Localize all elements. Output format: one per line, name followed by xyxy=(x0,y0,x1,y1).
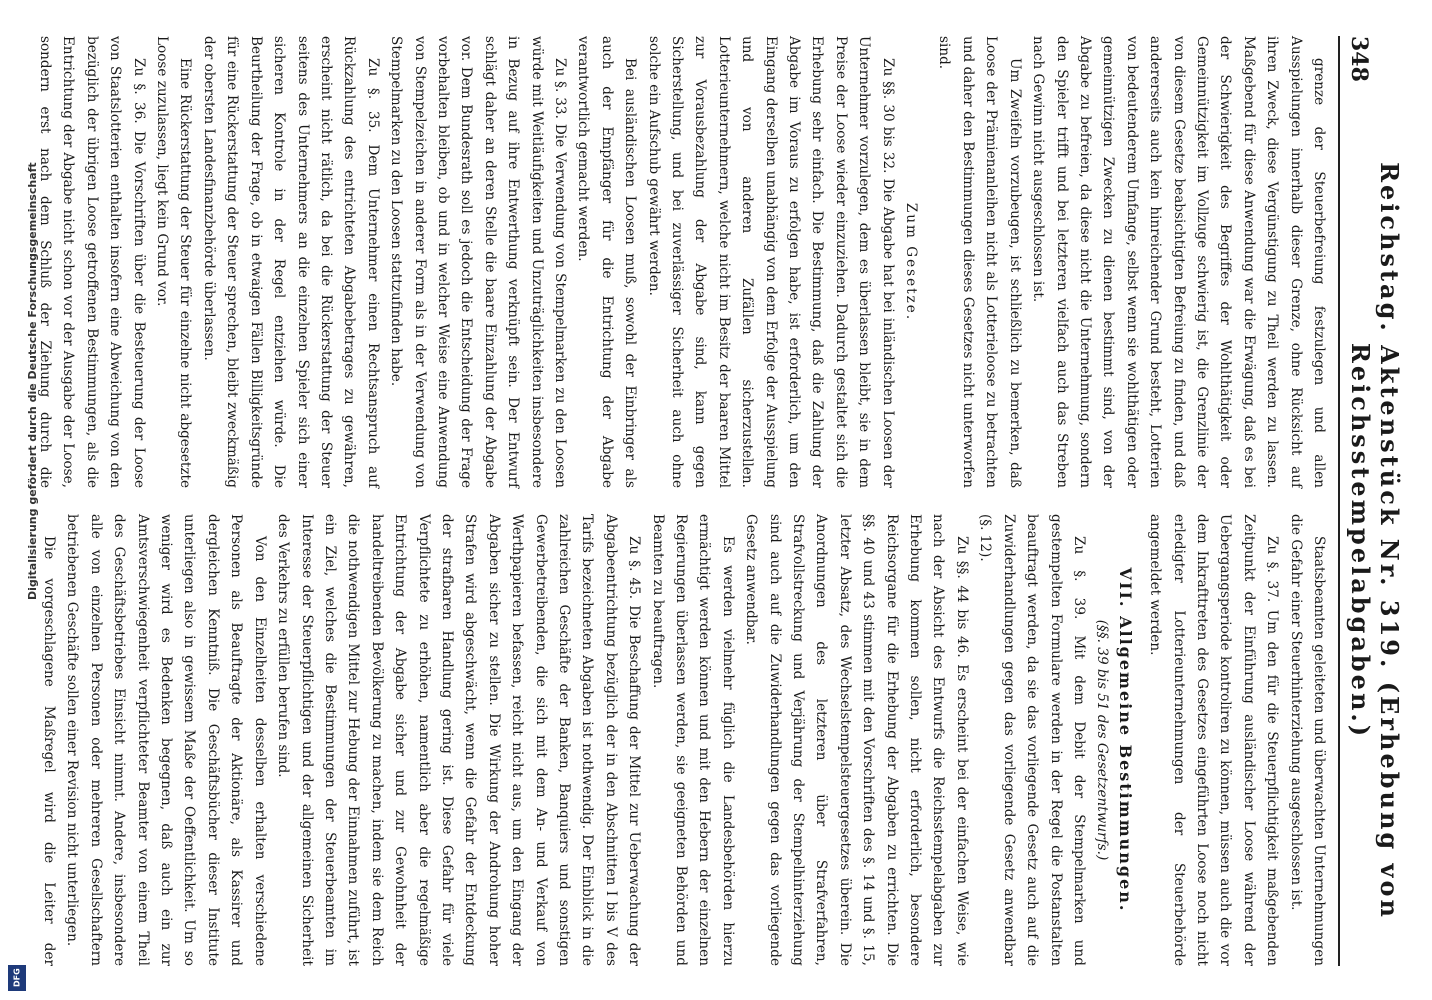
paragraph: Von den Einzelheiten desselben erhalten verschiedene Personen als Beauftragte der Aktionäre, als Kassirer und dergleichen Kenntniß. Die Geschäftsbücher dieser Institute unterliegen also in gewissem Maße der Oeffentlichkeit. Um so weniger wird es Bedenken begegnen, daß auch ein zur Amtsverschwiegenheit verpflichteter Beamter von einem Theil des Geschäftsbetriebes Einsicht nimmt. Andere, insbesondere alle von einzelnen Personen oder mehreren Gesellschaftern betriebenen Geschäfte sollen einer Revision nicht unterliegen. xyxy=(64,514,268,966)
text-columns xyxy=(30,36,1330,966)
paragraph: Zu §§. 44 bis 46. Es erscheint bei der einfachen Weise, wie nach der Absicht des Entwurfs die Reichsstempelabgaben zur Erhebung kommen sollen, nicht erforderlich, besondere Reichsorgane für die Erhebung der Abgaben zu errichten. Die §§. 40 und 43 stimmen mit den Vorschriften des §. 14 und §. 15, letzter Absatz, des Wechselstempelsteuergesetzes überein. Die Anordnungen des letzteren über Strafverfahren, Strafvollstreckung und Verjährung der Stempelhinterziehung sind auch auf die Zuwiderhandlungen gegen das vorliegende Gesetz anwendbar. xyxy=(743,514,970,966)
digitization-note: Digitalisierung gefördert durch die Deutsche Forschungsgemeinschaft xyxy=(26,162,39,600)
column-left xyxy=(30,36,1330,488)
page-number: 348 xyxy=(1346,36,1372,82)
footer-strip xyxy=(0,0,39,1000)
section-heading: VII. Allgemeine Bestimmungen. xyxy=(1115,567,1135,913)
paragraph: Staatsbeamten geleiteten und überwachten Unternehmungen die Gefahr einer Steuerhinterziehung ausgeschlossen ist. xyxy=(1287,514,1327,966)
paragraph: Zu §. 33. Die Verwendung von Stempelmarken zu den Loosen würde mit Weitläufigkeiten und Unzuträglichkeiten insbesondere in Bezug auf ihre Entwerthung verknüpft sein. Der Entwurf schlägt daher an deren Stelle die baare Einzahlung der Abgabe vor. Dem Bundesrath soll es jedoch die Entscheidung der Frage vorbehalten bleiben, ob und in welcher Weise eine Anwendung von Stempelzeichen in anderer Form als in der Verwendung von Stempelmarken zu den Loosen stattzufinden habe. xyxy=(388,36,568,488)
paragraph: Zu §. 36. Die Vorschriften über die Besteuerung der Loose von Staatslotterien enthalten insofern eine Abweichung von den bezüglich der übrigen Loose getroffenen Bestimmungen, als die Entrichtung der Abgabe nicht schon vor der Ausgabe der Loose, sondern erst nach dem Schluß der Ziehung durch die xyxy=(37,36,147,488)
paragraph: Zu §. 35. Dem Unternehmer einen Rechtsanspruch auf Rückzahlung des entrichteten Abgabebetrages zu gewähren, erscheint nicht rätlich, da bei die Rückerstattung der Steuer seitens des Unternehmers an die einzelnen Spieler sich einer sicheren Kontrole in der Regel entziehen würde. Die Beurtheilung der Frage, ob in etwaigen Fällen Billigkeitsgründe für eine Rückerstattung der Steuer sprechen, bleibt zweckmäßig der obersten Landesfinanzbehörde überlassen. xyxy=(200,36,381,488)
paragraph: grenze der Steuerbefreiung festzulegen und allen Ausspielungen innerhalb dieser Grenze, ohne Rücksicht auf ihren Zweck, diese Vergünstigung zu Theil werden zu lassen. Maßgebend für diese Anwendung war die Erwägung, daß es bei der Schwierigkeit des Begriffes der Wohlthätigkeit oder Gemeinnützigkeit im Vollzuge schwierig ist, die Grenzlinie der von diesem Gesetze beabsichtigten Befreiung zu finden, und daß andererseits auch kein hinreichender Grund besteht, Lotterien von bedeutenderem Umfange, selbst wenn sie wohlthätigen oder gemeinnützigen Zwecken zu dienen bestimmt sind, von der Abgabe zu befreien, da diese nicht die Unternehmung, sondern den Spieler trifft und bei letzteren vielfach auch das Streben nach Gewinn nicht ausgeschlossen ist. xyxy=(1030,36,1327,488)
header-rule xyxy=(1338,36,1340,966)
page-content xyxy=(22,36,1404,966)
paragraph: Zu §. 39. Mit dem Debit der Stempelmarken und gestempelten Formulare werden in der Regel die Postanstalten beauftragt werden, da sie das vorliegende Gesetz auch auf die Zuwiderhandlungen gegen das vorliegende Gesetz anwendbar (§. 12). xyxy=(977,514,1087,966)
section-heading: Zum Gesetze. xyxy=(903,202,920,322)
paragraph: Es werden vielmehr füglich die Landesbehörden hierzu ermächtigt werden können und mit den Hebern der einzelnen Regierungen überlassen werden, sie geeigneten Behörden und Beamten zu beauftragen. xyxy=(649,514,736,966)
running-title: Reichstag. Aktenstück Nr. 319. (Erhebung von Reichsstempelabgaben.) xyxy=(1346,162,1404,920)
paragraph: Zu §§. 30 bis 32. Die Abgabe hat bei inländischen Loosen der Unternehmer vorzulegen, dem es überlassen bleibt, sie in dem Preise der Loose wieder einzuziehen. Dadurch gestaltet sich die Erhebung sehr einfach. Die Bestimmung, daß die Zahlung der Abgabe im Voraus zu erfolgen habe, ist erforderlich, um den Eingang derselben unabhängig von dem Erfolge der Ausspielung und von anderen Zufällen sicherzustellen. Lotterieunternehmern, welche nicht im Besitz der baaren Mittel zur Vorausbezahlung der Abgabe sind, kann gegen Sicherstellung, und bei zuverlässiger Sicherheit auch ohne solche ein Aufschub gewährt werden. xyxy=(645,36,896,488)
column-right xyxy=(30,514,1330,966)
paragraph: Eine Rückerstattung der Steuer für einzelne nicht abgesetzte Loose zuzulassen, liegt kein Grund vor. xyxy=(154,36,194,488)
paragraph: Die vorgeschlagene Maßregel wird die Leiter der xyxy=(41,536,58,966)
dfg-logo: DFG xyxy=(8,965,26,991)
paragraph: Bei ausländischen Loosen muß, sowohl der Einbringer als auch der Empfänger für die Entrichtung der Abgabe verantwortlich gemacht werden. xyxy=(575,36,639,488)
paragraph: Um Zweifeln vorzubeugen, ist schließlich zu bemerken, daß Loose der Prämienanleihen nicht als Lotterieloose zu betrachten und daher den Bestimmungen dieses Gesetzes nicht unterworfen sind. xyxy=(936,36,1023,488)
paragraph: Zu §. 45. Die Beschaffung der Mittel zur Ueberwachung der Abgabeentrichtung bezüglich der in den Abschnitten I bis V des Tarifs bezeichneten Abgaben ist nothwendig. Der Einblick in die zahlreichen Geschäfte der Banken, Banquiers und sonstigen Gewerbetreibenden, die sich mit dem An- und Verkauf von Werthpapieren befassen, reicht nicht aus, um den Eingang der Abgaben sicher zu stellen. Die Wirkung der Androhung hoher Strafen wird abgeschwächt, wenn die Gefahr der Entdeckung der strafbaren Handlung gering ist. Diese Gefahr für viele Verpflichtete zu erhöhen, namentlich aber die regelmäßige Entrichtung der Abgabe sicher und zur Gewohnheit der handeltreibenden Bevölkerung zu machen, indem sie dem Reich die nothwendigen Mittel zur Hebung der Einnahmen zuführt, ist ein Ziel, welches die Bestimmungen der Steuerbeamten im Interesse der Steuerpflichtigen und der allgemeinen Sicherheit des Verkehrs zu erfüllen berufen sind. xyxy=(275,514,643,966)
section-subheading: (§§. 39 bis 51 des Gesetzentwurfs.) xyxy=(1094,619,1111,861)
paragraph: Zu §. 37. Um den für die Steuerpflichtigkeit maßgebenden Zeitpunkt der Einführung ausländischer Loose während der Uebergangsperiode kontroliren zu können, müssen auch die vor dem Inkrafttreten des Gesetzes eingeführten Loose noch nicht erledigter Lotterieunternehmungen der Steuerbehörde angemeldet werden. xyxy=(1147,514,1281,966)
page-header xyxy=(1346,36,1404,966)
